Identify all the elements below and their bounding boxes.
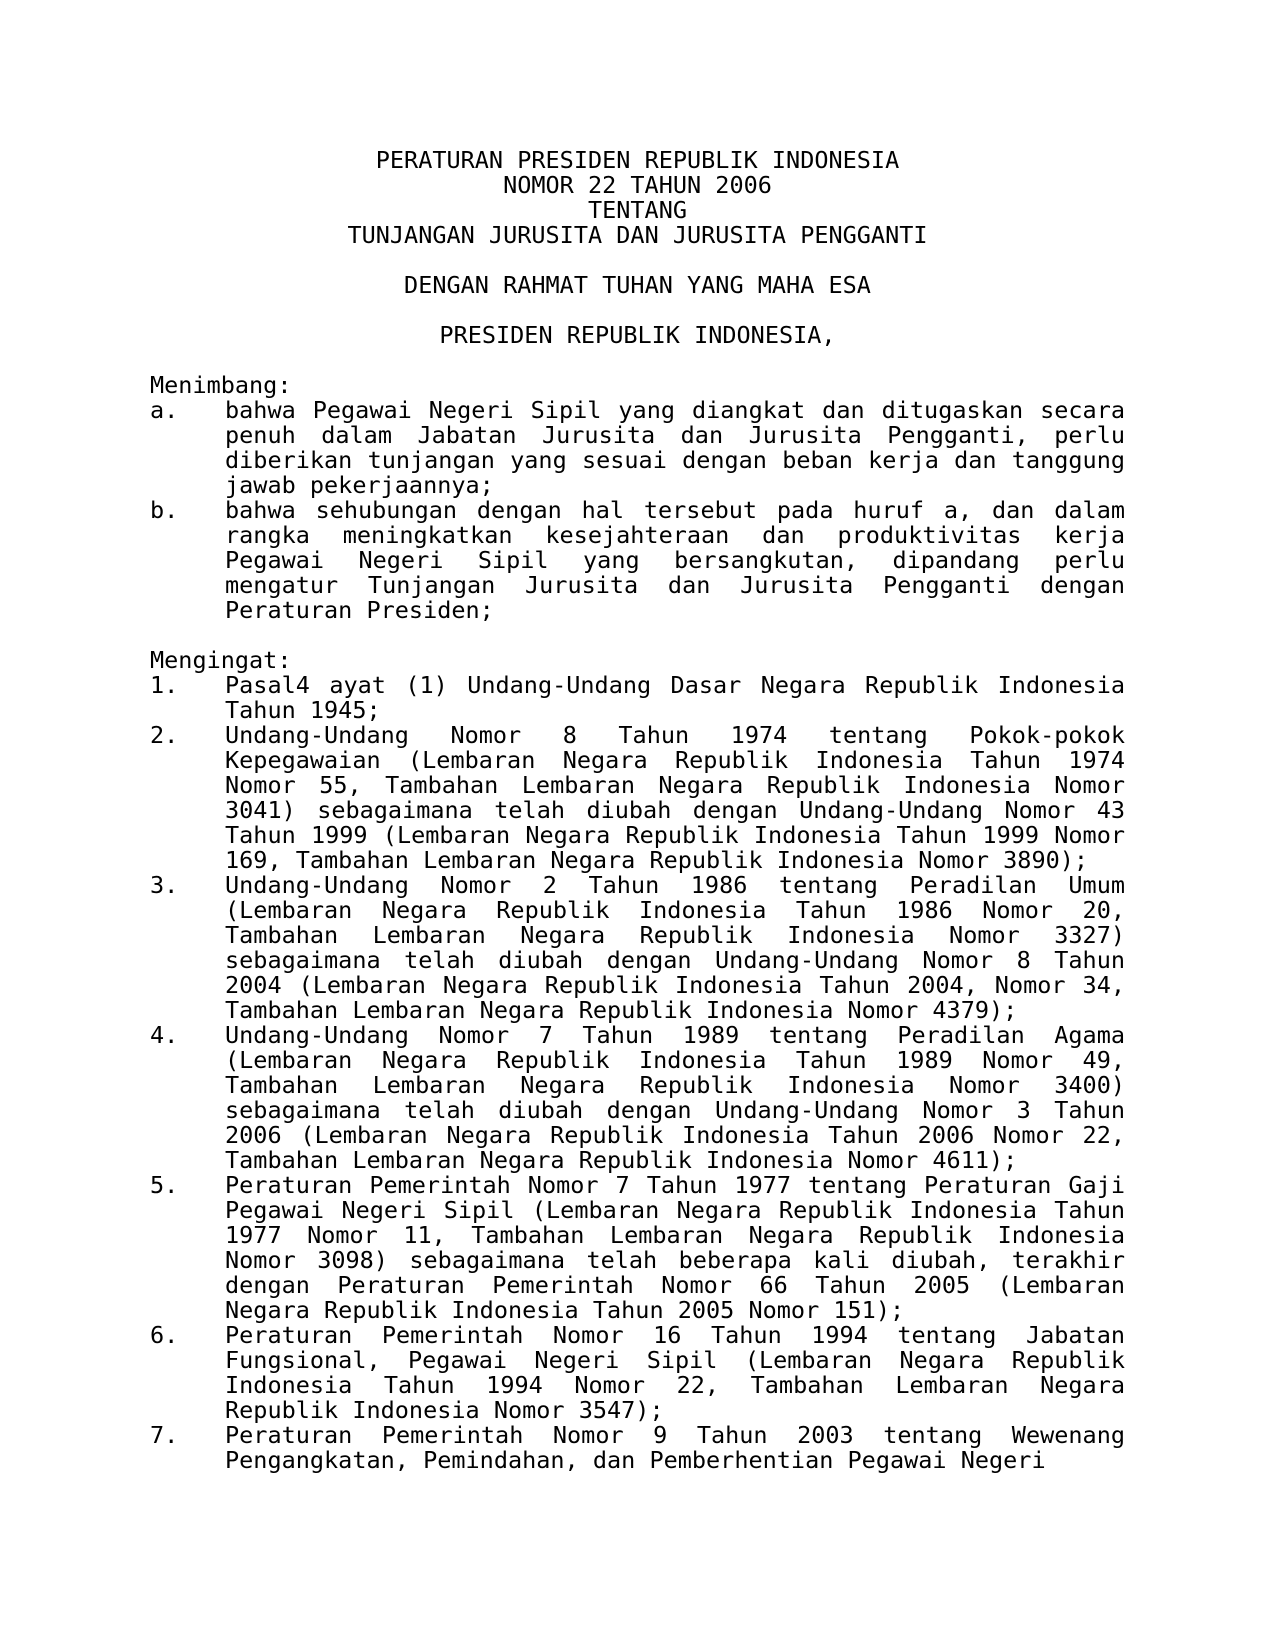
regulation-about: TENTANG [587,196,688,224]
item-marker: 1. [150,671,179,699]
item-text: Pasal4 ayat (1) Undang-Undang Dasar Negara Republik Indonesia Tahun 1945; [225,671,1125,724]
document-page [150,148,1125,1473]
mengingat-item-1 [150,673,1125,723]
item-text: Undang-Undang Nomor 2 Tahun 1986 tentang Peradilan Umum (Lembaran Negara Republik Indonesia Tahun 1986 Nomor 20, Tambahan Lembaran Negara Republik Indonesia Nomor 3327) sebagaimana telah diubah dengan Undang-Undang Nomor 8 Tahun 2004 (Lembaran Negara Republik Indonesia Tahun 2004, Nomor 34, Tambahan Lembaran Negara Republik Indonesia Nomor 4379); [225,871,1125,1024]
mengingat-label: Mengingat: [150,646,292,674]
item-marker: 4. [150,1021,179,1049]
item-text: Undang-Undang Nomor 7 Tahun 1989 tentang Peradilan Agama (Lembaran Negara Republik Indonesia Tahun 1989 Nomor 49, Tambahan Lembaran Negara Republik Indonesia Nomor 3400) sebagaimana telah diubah dengan Undang-Undang Nomor 3 Tahun 2006 (Lembaran Negara Republik Indonesia Tahun 2006 Nomor 22, Tambahan Lembaran Negara Republik Indonesia Nomor 4611); [225,1021,1125,1174]
mengingat-section [150,648,1125,1473]
spacer [150,298,1125,323]
mengingat-item-6 [150,1323,1125,1423]
item-marker: 7. [150,1421,179,1449]
mengingat-item-5 [150,1173,1125,1323]
issuer: PRESIDEN REPUBLIK INDONESIA, [439,321,836,349]
mengingat-item-7 [150,1423,1125,1473]
regulation-title: PERATURAN PRESIDEN REPUBLIK INDONESIA [375,146,900,174]
regulation-number: NOMOR 22 TAHUN 2006 [503,171,772,199]
spacer [150,248,1125,273]
item-text: Peraturan Pemerintah Nomor 7 Tahun 1977 tentang Peraturan Gaji Pegawai Negeri Sipil (Lembaran Negara Republik Indonesia Tahun 1977 Nomor 11, Tambahan Lembaran Negara Republik Indonesia Nomor 3098) sebagaimana telah beberapa kali diubah, terakhir dengan Peraturan Pemerintah Nomor 66 Tahun 2005 (Lembaran Negara Republik Indonesia Tahun 2005 Nomor 151); [225,1171,1125,1324]
item-text: Undang-Undang Nomor 8 Tahun 1974 tentang Pokok-pokok Kepegawaian (Lembaran Negara Republik Indonesia Tahun 1974 Nomor 55, Tambahan Lembaran Negara Republik Indonesia Nomor 3041) sebagaimana telah diubah dengan Undang-Undang Nomor 43 Tahun 1999 (Lembaran Negara Republik Indonesia Tahun 1999 Nomor 169, Tambahan Lembaran Negara Republik Indonesia Nomor 3890); [225,721,1125,874]
item-marker: 2. [150,721,179,749]
item-marker: 3. [150,871,179,899]
menimbang-item-a [150,398,1125,498]
menimbang-section [150,373,1125,623]
item-text: Peraturan Pemerintah Nomor 9 Tahun 2003 tentang Wewenang Pengangkatan, Pemindahan, dan Pemberhentian Pegawai Negeri [225,1421,1125,1474]
invocation: DENGAN RAHMAT TUHAN YANG MAHA ESA [404,271,871,299]
item-marker: b. [150,496,179,524]
mengingat-item-3 [150,873,1125,1023]
spacer [150,623,1125,648]
mengingat-item-2 [150,723,1125,873]
mengingat-item-4 [150,1023,1125,1173]
menimbang-item-b [150,498,1125,623]
item-text: bahwa sehubungan dengan hal tersebut pada huruf a, dan dalam rangka meningkatkan kesejahteraan dan produktivitas kerja Pegawai Negeri Sipil yang bersangkutan, dipandang perlu mengatur Tunjangan Jurusita dan Jurusita Pengganti dengan Peraturan Presiden; [225,496,1125,624]
item-marker: a. [150,396,179,424]
item-text: bahwa Pegawai Negeri Sipil yang diangkat dan ditugaskan secara penuh dalam Jabatan Jurusita dan Jurusita Pengganti, perlu diberikan tunjangan yang sesuai dengan beban kerja dan tanggung jawab pekerjaannya; [225,396,1125,499]
item-marker: 5. [150,1171,179,1199]
regulation-header [150,148,1125,348]
item-marker: 6. [150,1321,179,1349]
spacer [150,348,1125,373]
regulation-subject: TUNJANGAN JURUSITA DAN JURUSITA PENGGANTI [347,221,928,249]
item-text: Peraturan Pemerintah Nomor 16 Tahun 1994 tentang Jabatan Fungsional, Pegawai Negeri Sipil (Lembaran Negara Republik Indonesia Tahun 1994 Nomor 22, Tambahan Lembaran Negara Republik Indonesia Nomor 3547); [225,1321,1125,1424]
menimbang-label: Menimbang: [150,371,292,399]
